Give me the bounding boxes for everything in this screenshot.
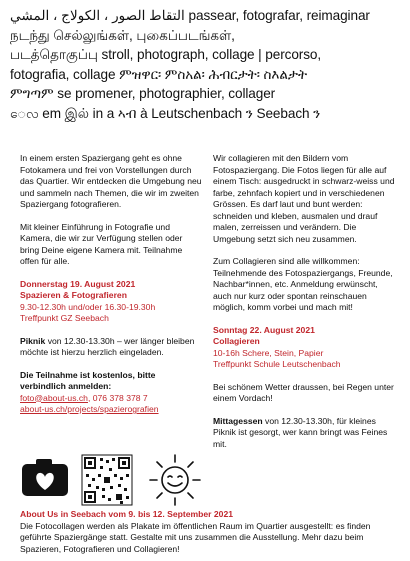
weather-note: Bei schönem Wetter draussen, bei Regen unter einem Vordach!: [213, 381, 394, 403]
event-collage: [213, 325, 395, 371]
event-photo-walk: [20, 279, 202, 325]
header-line-6: ေလ em இல் in a ኣብ à Leutschenbach ን Seebach ን: [10, 105, 321, 121]
collage-paragraph: Wir collagieren mit den Bildern vom Fotospaziergang. Die Fotos liegen für alle auf einem Tisch: ausgedruckt in schwarz-weiss und farbe, zehnfach kopiert und in verschiedenen Grössen. Es darf laut und bunt werden: schneiden und kleben, ausmalen und drauf malen, zerreissen und verändern. Die Umgebung setzt sich neu zusammen.: [213, 153, 395, 244]
event2-place: Treffpunkt Schule Leutschenbach: [213, 359, 341, 369]
footer-title: About Us in Seebach vom 9. bis 12. September 2021: [20, 509, 234, 519]
lunch-text: von 12.30-13.30h, für kleines Piknik ist gesorgt, wer kann bringt was Feines mit.: [213, 415, 388, 449]
lunch-label: Mittagessen: [213, 415, 263, 426]
event1-date: Donnerstag 19. August 2021: [20, 278, 136, 289]
phone-number: , 076 378 378 7: [87, 392, 148, 403]
project-url[interactable]: about-us.ch/projects/spazierografien: [20, 404, 159, 414]
contact-line: [20, 393, 202, 405]
header-line-3: படத்தொகுப்பு stroll, photograph, collage | percorso,: [10, 47, 322, 63]
multilingual-header: [10, 6, 402, 124]
right-column: [213, 153, 395, 461]
camera-heart-icon: [22, 459, 68, 496]
picnic-text: von 12.30-13.30h – wer länger bleiben möchte ist hierzu herzlich eingeladen.: [20, 335, 195, 357]
event2-title: Collagieren: [213, 336, 260, 346]
welcome-paragraph: Zum Collagieren sind alle willkommen: Teilnehmende des Fotospaziergangs, Freunde, Nachbar*innen, etc. Anmeldung erwünscht, auch nur kurz oder spontan reinschauen möglich, komm vorbei und mach mit!: [213, 256, 393, 312]
event2-time: 10-16h Schere, Stein, Papier: [213, 347, 324, 358]
qr-code-icon[interactable]: [82, 455, 132, 505]
lunch-paragraph: [213, 416, 395, 451]
event2-date: Sonntag 22. August 2021: [213, 324, 315, 335]
event1-place: Treffpunkt GZ Seebach: [20, 313, 109, 323]
picnic-paragraph: [20, 336, 202, 359]
left-column: [20, 153, 202, 416]
header-line-2: நடந்து செல்லுங்கள், புகைப்படங்கள்,: [10, 27, 235, 43]
smiling-sun-icon: [150, 455, 200, 505]
header-line-5: ምግጣም se promener, photographier, collager: [10, 86, 276, 102]
intro-paragraph: In einem ersten Spaziergang geht es ohne Fotokamera und frei von Vorstellungen durch das Quartier. Wir entdecken die Umgebung neu und sammeln nach Themen, die wir im zweiten Spaziergang fotografieren.: [20, 153, 202, 209]
event1-title: Spazieren & Fotografieren: [20, 290, 127, 300]
icon-row: [20, 450, 210, 510]
footer-text: Die Fotocollagen werden als Plakate im öffentlichen Raum im Quartier ausgestellt: es finden geführte Spaziergänge statt. Gestalte mit uns zusammen die Ausstellung. Mehr dazu beim Spazieren, Fotografieren und Collagieren!: [20, 520, 371, 554]
header-line-4: fotografia, collage ምዝዋር፡ ምስአል፡ ሕብርታት፡ ስእልታት: [10, 66, 308, 82]
footer: [20, 509, 392, 555]
camera-paragraph: Mit kleiner Einführung in Fotografie und Kamera, die wir zur Verfügung stellen oder bring Deine eigene Kamera mit. Teilnahme offen für alle.: [20, 221, 183, 266]
event1-time: 9.30-12.30h und/oder 16.30-19.30h: [20, 301, 156, 312]
free-participation: Die Teilnahme ist kostenlos, bitte verbindlich anmelden:: [20, 369, 156, 391]
header-line-1: التقاط الصور ، الكولاج ، المشي passear, fotografar, reimaginar: [10, 8, 370, 23]
email-link[interactable]: foto@about-us.ch: [20, 392, 88, 403]
picnic-label: Piknik: [20, 335, 46, 346]
